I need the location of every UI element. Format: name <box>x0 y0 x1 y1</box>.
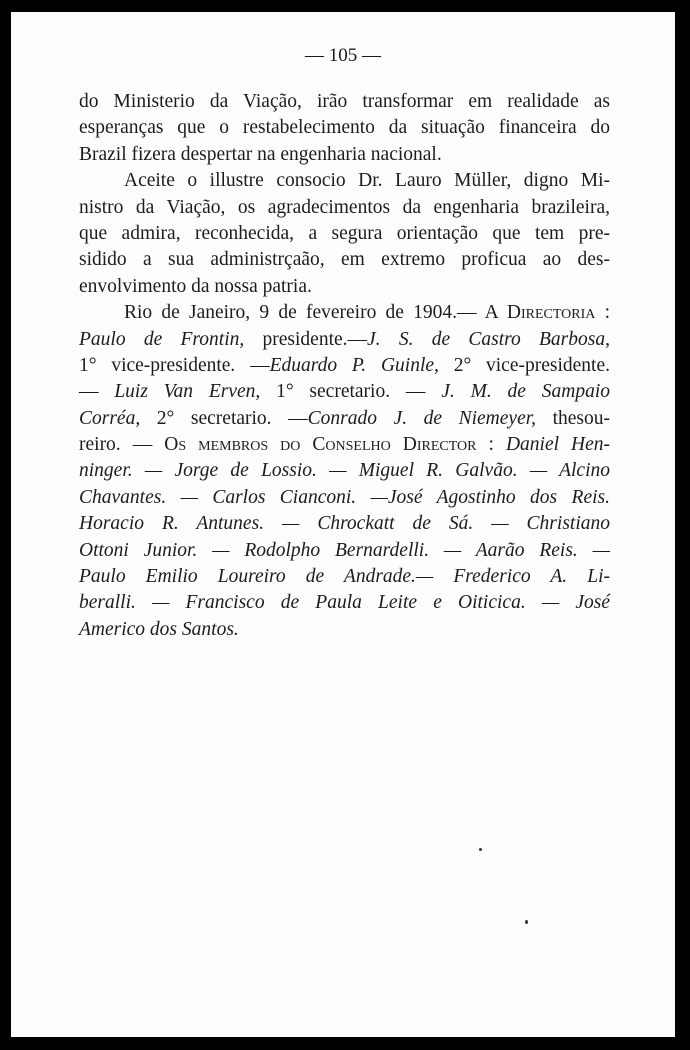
text-run: Rio de Janeiro, 9 de fevereiro de 1904.— A <box>124 302 507 324</box>
text-run: Conrado J. de Niemeyer, <box>307 407 537 429</box>
text-run: Brazil fizera despertar na engenharia nacional. <box>79 143 442 165</box>
text-run: Horacio R. Antunes. — Chrockatt de Sá. — Christiano <box>79 513 610 535</box>
text-run: esperanças que o restabelecimento da situação financeira do <box>79 117 610 139</box>
text-run: Paulo de Frontin, <box>79 328 245 350</box>
text-run: sidido a sua administrçaão, em extremo proficua ao des- <box>79 249 610 271</box>
text-run: 2° vice-presidente. <box>438 354 610 376</box>
book-page <box>11 12 675 1037</box>
text-run: Eduardo P. Guinle, <box>269 354 439 376</box>
text-run: — <box>79 381 115 403</box>
text-run: : <box>476 434 506 456</box>
text-run: envolvimento da nossa patria. <box>79 275 312 297</box>
paper-speck <box>525 920 528 924</box>
text-line <box>79 327 610 353</box>
text-line <box>79 142 610 168</box>
text-line <box>79 300 610 326</box>
text-run: Daniel Hen- <box>505 434 611 456</box>
text-run: Os membros do Conselho Director <box>164 434 477 456</box>
text-run: Ottoni Junior. — Rodolpho Bernardelli. — Aarão Reis. — <box>79 539 610 561</box>
page-body <box>79 89 610 643</box>
text-run: Aceite o illustre consocio Dr. Lauro Müller, digno Mi- <box>124 170 610 192</box>
text-line <box>79 458 610 484</box>
text-line <box>79 168 610 194</box>
text-line <box>79 538 610 564</box>
text-run: nistro da Viação, os agradecimentos da engenharia brazileira, <box>79 196 610 218</box>
text-line <box>79 432 610 458</box>
text-line <box>79 564 610 590</box>
text-run: 1° secretario. — <box>260 381 442 403</box>
text-line <box>79 274 610 300</box>
text-run: J. S. de Castro Barbosa, <box>367 328 610 350</box>
text-run: ninger. — Jorge de Lossio. — Miguel R. Galvão. — Alcino <box>79 460 610 482</box>
text-run: Paulo Emilio Loureiro de Andrade.— Frederico A. Li- <box>79 566 610 588</box>
page-number: — 105 — <box>305 45 381 66</box>
text-line <box>79 89 610 115</box>
text-line <box>79 115 610 141</box>
text-line <box>79 590 610 616</box>
text-run: thesou- <box>536 407 610 429</box>
text-line <box>79 221 610 247</box>
text-run: 2° secretario. — <box>140 407 308 429</box>
text-run: Luiz Van Erven, <box>114 381 261 403</box>
text-run: que admira, reconhecida, a segura orientação que tem pre- <box>79 222 610 244</box>
text-run: do Ministerio da Viação, irão transformar em realidade as <box>79 91 610 112</box>
text-run: reiro. — <box>79 434 165 456</box>
text-run: Corréa, <box>79 407 141 429</box>
text-run: 1° vice-presidente. — <box>79 354 270 376</box>
text-line <box>79 353 610 379</box>
paper-speck <box>479 848 482 851</box>
text-line <box>79 406 610 432</box>
text-run: Chavantes. — Carlos Cianconi. —José Agostinho dos Reis. <box>79 486 610 508</box>
text-run: : <box>595 302 611 324</box>
text-run: beralli. — Francisco de Paula Leite e Oiticica. — José <box>79 592 610 614</box>
text-run: presidente.— <box>244 328 368 350</box>
text-run: Americo dos Santos. <box>79 618 239 640</box>
text-line <box>79 195 610 221</box>
text-run: J. M. de Sampaio <box>441 381 610 403</box>
text-line <box>79 379 610 405</box>
text-line <box>79 617 610 643</box>
text-run: Directoria <box>506 302 596 324</box>
text-line <box>79 247 610 273</box>
text-line <box>79 485 610 511</box>
text-line <box>79 511 610 537</box>
